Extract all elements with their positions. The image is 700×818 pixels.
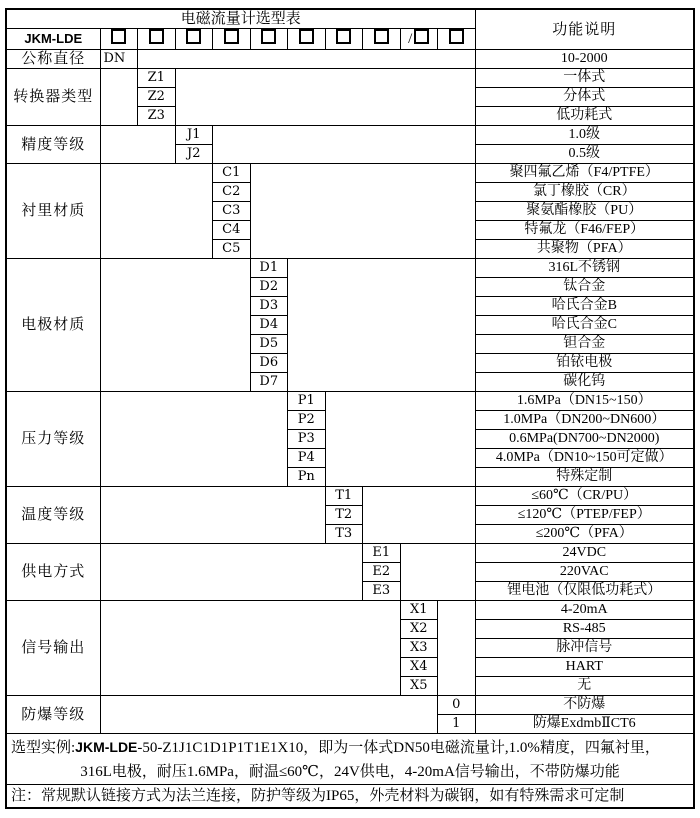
code-z2: Z2 [138,88,176,107]
code-z3: Z3 [138,107,176,126]
slash-separator: / [408,31,413,47]
function-cell: 10-2000 [475,50,694,69]
function-cell: 不防爆 [475,696,694,715]
checkbox-icon [224,29,239,44]
model-prefix: JKM-LDE [6,29,100,50]
empty-cell [175,69,475,126]
empty-cell [213,126,476,164]
code-dn: DN [100,50,138,69]
example-line2: 316L电极，耐压1.6MPa，耐温≤60℃，24V供电，4-20mA信号输出，不带防爆功能 [80,763,620,780]
code-x2: X2 [400,620,438,639]
function-cell: 防爆ExdmbⅡCT6 [475,715,694,734]
model-digit-cell-6 [288,29,326,50]
empty-cell [100,164,213,259]
empty-cell [438,601,476,696]
code-pn: Pn [288,468,326,487]
model-digit-cell-5 [250,29,288,50]
code-p1: P1 [288,392,326,411]
example-label: 选型实例: [11,739,76,756]
model-digit-cell-7 [325,29,363,50]
code-p4: P4 [288,449,326,468]
flowmeter-selection-table [5,8,695,809]
code-c1: C1 [213,164,251,183]
function-cell: 4.0MPa（DN10~150可定做） [475,449,694,468]
model-digit-cell-8 [363,29,401,50]
section-label-explosion-proof-rating: 防爆等级 [6,696,100,734]
function-cell: 1.0MPa（DN200~DN600） [475,411,694,430]
empty-cell [100,392,288,487]
checkbox-icon [374,29,389,44]
code-0: 0 [438,696,476,715]
checkbox-icon [149,29,164,44]
section-label-power-supply: 供电方式 [6,544,100,601]
empty-cell [100,696,438,734]
checkbox-icon [299,29,314,44]
note-text: 注：常规默认链接方式为法兰连接，防护等级为IP65，外壳材料为碳钢，如有特殊需求可定制 [6,785,694,809]
model-digit-cell-9 [400,29,438,50]
model-digit-cell-1 [100,29,138,50]
checkbox-icon [336,29,351,44]
function-cell: HART [475,658,694,677]
function-cell: 0.6MPa(DN700~DN2000) [475,430,694,449]
empty-cell [100,544,363,601]
code-z1: Z1 [138,69,176,88]
empty-cell [100,126,175,164]
function-cell: 特殊定制 [475,468,694,487]
example-description: -50-Z1J1C1D1P1T1E1X10，即为一体式DN50电磁流量计,1.0%精度，四氟衬里， [137,739,660,756]
function-cell: 0.5级 [475,145,694,164]
function-cell: 特氟龙（F46/FEP） [475,221,694,240]
function-cell: 聚四氟乙烯（F4/PTFE） [475,164,694,183]
checkbox-icon [261,29,276,44]
function-cell: 锂电池（仅限低功耗式） [475,582,694,601]
section-label-electrode-material: 电极材质 [6,259,100,392]
code-e2: E2 [363,563,401,582]
code-c2: C2 [213,183,251,202]
code-x5: X5 [400,677,438,696]
code-d1: D1 [250,259,288,278]
code-t2: T2 [325,506,363,525]
checkbox-icon [186,29,201,44]
function-cell: 1.0级 [475,126,694,145]
code-e3: E3 [363,582,401,601]
empty-cell [363,487,476,544]
section-label-accuracy-class: 精度等级 [6,126,100,164]
code-p2: P2 [288,411,326,430]
section-label-temperature-rating: 温度等级 [6,487,100,544]
code-d6: D6 [250,354,288,373]
code-d4: D4 [250,316,288,335]
function-cell: 哈氏合金C [475,316,694,335]
function-column-header: 功能说明 [475,9,694,50]
code-d5: D5 [250,335,288,354]
code-x3: X3 [400,639,438,658]
function-cell: 钽合金 [475,335,694,354]
function-cell: 无 [475,677,694,696]
empty-cell [325,392,475,487]
code-d3: D3 [250,297,288,316]
table-title: 电磁流量计选型表 [6,9,475,29]
section-label-nominal-diameter: 公称直径 [6,50,100,69]
code-p3: P3 [288,430,326,449]
model-digit-cell-3 [175,29,213,50]
function-cell: RS-485 [475,620,694,639]
checkbox-icon [414,29,429,44]
function-cell: 氯丁橡胶（CR） [475,183,694,202]
section-label-pressure-rating: 压力等级 [6,392,100,487]
function-cell: ≤200℃（PFA） [475,525,694,544]
empty-cell [400,544,475,601]
empty-cell [100,601,400,696]
code-j2: J2 [175,145,213,164]
code-t3: T3 [325,525,363,544]
checkbox-icon [111,29,126,44]
function-cell: 共聚物（PFA） [475,240,694,259]
model-digit-cell-10 [438,29,476,50]
function-cell: 钛合金 [475,278,694,297]
function-cell: 1.6MPa（DN15~150） [475,392,694,411]
section-label-converter-type: 转换器类型 [6,69,100,126]
checkbox-icon [449,29,464,44]
function-cell: ≤60℃（CR/PU） [475,487,694,506]
empty-cell [250,164,475,259]
function-cell: ≤120℃（PTEP/FEP） [475,506,694,525]
code-e1: E1 [363,544,401,563]
function-cell: 聚氨酯橡胶（PU） [475,202,694,221]
code-x1: X1 [400,601,438,620]
function-cell: 316L不锈钢 [475,259,694,278]
code-c4: C4 [213,221,251,240]
example-line1 [7,735,693,760]
function-cell: 脉冲信号 [475,639,694,658]
model-digit-cell-2 [138,29,176,50]
code-d2: D2 [250,278,288,297]
empty-cell [100,69,138,126]
function-cell: 铂铱电极 [475,354,694,373]
empty-cell [100,487,325,544]
selection-example [6,734,694,785]
code-1: 1 [438,715,476,734]
code-x4: X4 [400,658,438,677]
function-cell: 分体式 [475,88,694,107]
empty-cell [288,259,476,392]
function-cell: 哈氏合金B [475,297,694,316]
example-model-code: JKM-LDE [75,738,138,755]
section-label-signal-output: 信号输出 [6,601,100,696]
empty-cell [100,259,250,392]
function-cell: 低功耗式 [475,107,694,126]
code-j1: J1 [175,126,213,145]
code-c3: C3 [213,202,251,221]
function-cell: 220VAC [475,563,694,582]
function-cell: 一体式 [475,69,694,88]
model-digit-cell-4 [213,29,251,50]
function-cell: 4-20mA [475,601,694,620]
code-d7: D7 [250,373,288,392]
code-c5: C5 [213,240,251,259]
function-cell: 24VDC [475,544,694,563]
section-label-lining-material: 衬里材质 [6,164,100,259]
function-cell: 碳化钨 [475,373,694,392]
code-t1: T1 [325,487,363,506]
empty-cell [138,50,476,69]
